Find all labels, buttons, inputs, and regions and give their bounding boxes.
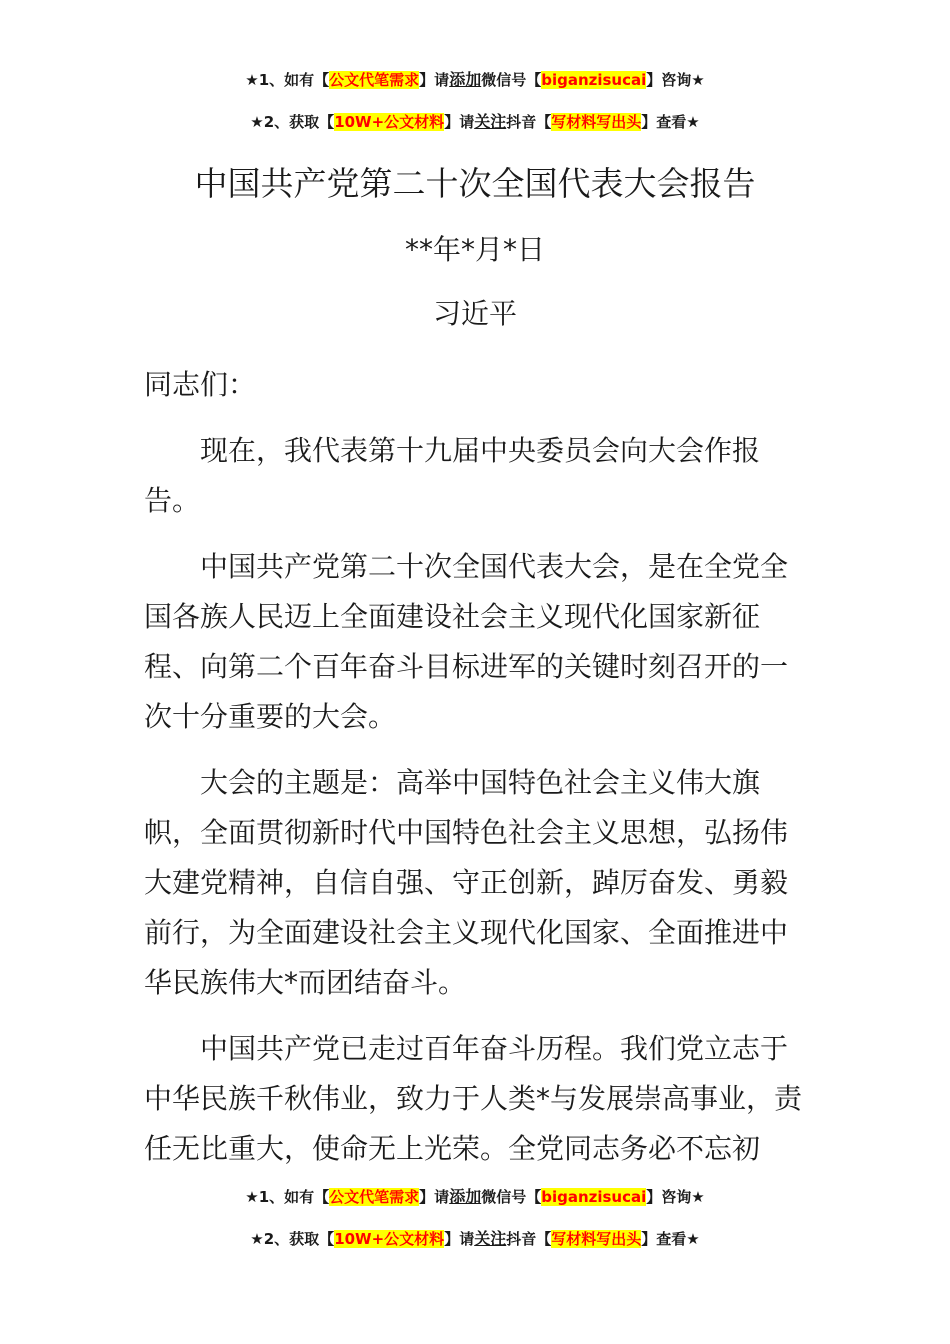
banner-text: 】请 (444, 113, 475, 131)
banner-text: 抖音【 (506, 113, 552, 131)
banner-highlight: 10W+公文材料 (334, 113, 445, 131)
footer-banner-line-1 (0, 1187, 950, 1207)
footer-banner-line-2 (0, 1229, 950, 1249)
banner-text: 抖音【 (506, 1230, 552, 1248)
document-author: 习近平 (432, 297, 517, 330)
document-body (144, 360, 810, 1190)
banner-text: ★1、如有【 (245, 71, 330, 89)
banner-highlight: 写材料写出头 (551, 113, 642, 131)
body-paragraph: 中国共产党第二十次全国代表大会，是在全党全国各族人民迈上全面建设社会主义现代化国家新征程、向第二个百年奋斗目标进军的关键时刻召开的一次十分重要的大会。 (144, 550, 789, 733)
header-banner-line-1 (0, 70, 950, 90)
banner-text: 】咨询★ (646, 71, 705, 89)
banner-text: 微信号【 (481, 1188, 542, 1206)
banner-text: 微信号【 (481, 71, 542, 89)
banner-highlight: 10W+公文材料 (334, 1230, 445, 1248)
document-date: **年*月*日 (404, 233, 545, 266)
banner-highlight: 写材料写出头 (551, 1230, 642, 1248)
body-paragraph: 中国共产党已走过百年奋斗历程。我们党立志于中华民族千秋伟业，致力于人类*与发展崇高事业，责任无比重大，使命无上光荣。全党同志务必不忘初 (144, 1032, 803, 1165)
header-banner-line-2 (0, 112, 950, 132)
banner-text: 】请 (419, 1188, 450, 1206)
banner-highlight: biganzisucai (541, 1188, 647, 1206)
banner-text: ★2、获取【 (250, 113, 335, 131)
banner-underline: 添加 (449, 1187, 482, 1206)
banner-text: 】查看★ (641, 1230, 700, 1248)
banner-underline: 关注 (474, 112, 507, 131)
body-paragraph: 现在，我代表第十九届中央委员会向大会作报告。 (144, 434, 761, 517)
banner-text: 】查看★ (641, 113, 700, 131)
document-title: 中国共产党第二十次全国代表大会报告 (194, 164, 756, 203)
banner-underline: 添加 (449, 70, 482, 89)
banner-text: ★2、获取【 (250, 1230, 335, 1248)
salutation: 同志们： (144, 368, 257, 401)
body-paragraph: 大会的主题是：高举中国特色社会主义伟大旗帜，全面贯彻新时代中国特色社会主义思想，弘扬伟大建党精神，自信自强、守正创新，踔厉奋发、勇毅前行，为全面建设社会主义现代化国家、全面推进中华民族伟大*而团结奋斗。 (144, 766, 789, 999)
banner-highlight: biganzisucai (541, 71, 647, 89)
banner-highlight: 公文代笔需求 (329, 71, 420, 89)
banner-text: 】请 (444, 1230, 475, 1248)
banner-text: 】请 (419, 71, 450, 89)
banner-highlight: 公文代笔需求 (329, 1188, 420, 1206)
banner-text: 】咨询★ (646, 1188, 705, 1206)
banner-underline: 关注 (474, 1229, 507, 1248)
banner-text: ★1、如有【 (245, 1188, 330, 1206)
